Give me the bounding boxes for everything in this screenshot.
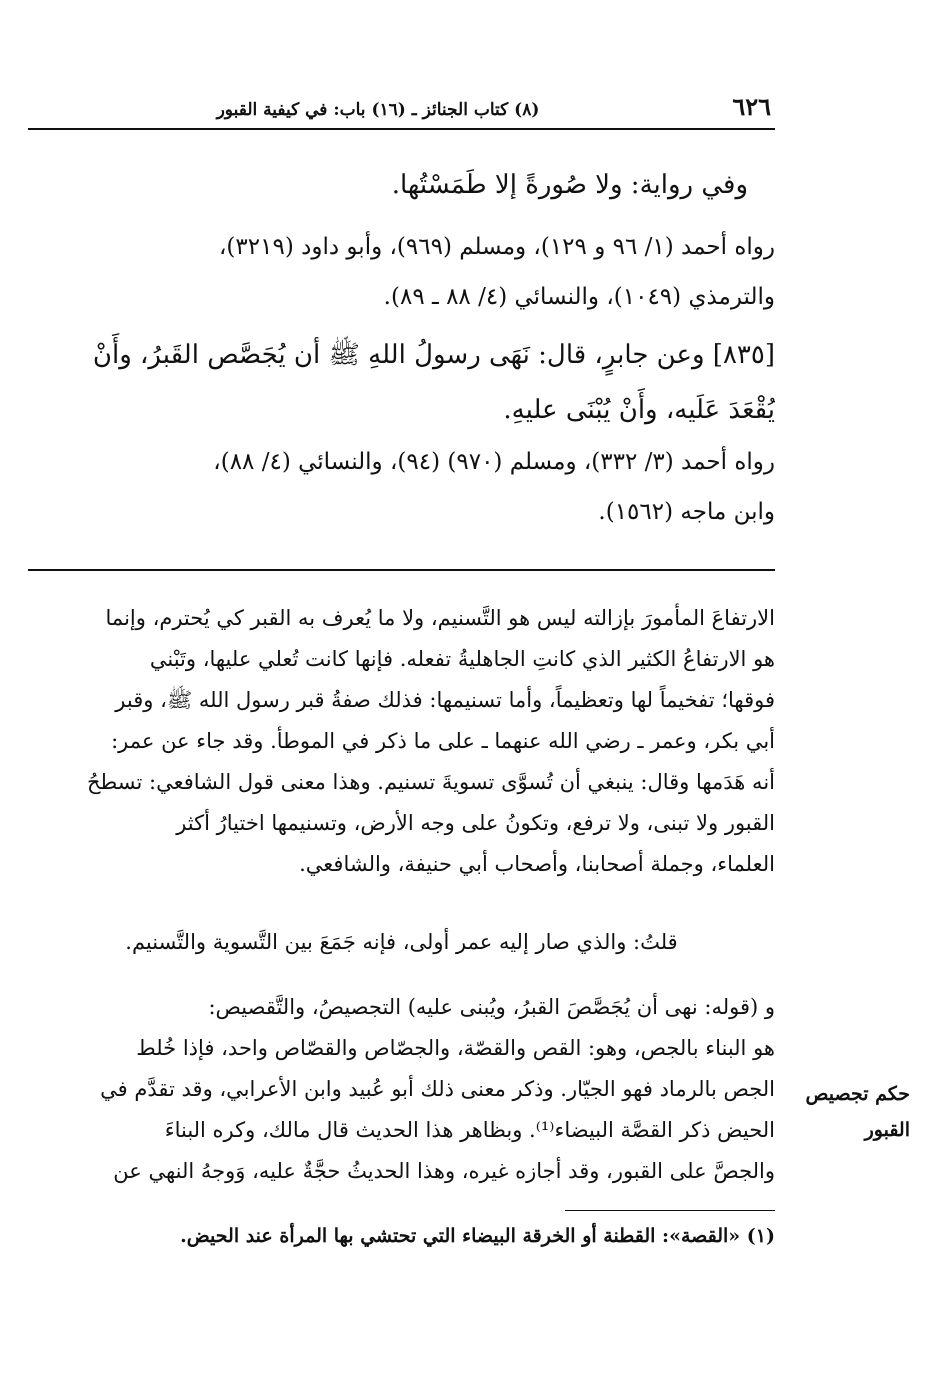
hadith-top-reference [28, 222, 775, 322]
reference-line-1: رواه أحمد (٣/ ٣٣٢)، ومسلم (٩٧٠) (٩٤)، والنسائي (٤/ ٨٨)، [213, 449, 775, 475]
footnote: (١) «القصة»: القطنة أو الخرقة البيضاء التي تحتشي بها المرأة عند الحيض. [180, 1225, 775, 1247]
commentary-line: أنه هَدَمها وقال: ينبغي أن تُسوَّى تسويةَ تسنيم. وهذا معنى قول الشافعي: تسطحُ [87, 770, 775, 794]
commentary-paragraph-3 [28, 987, 775, 1192]
reference-line-2: والترمذي (١٠٤٩)، والنسائي (٤/ ٨٨ ـ ٨٩). [383, 284, 775, 310]
commentary-line: الجص بالرماد فهو الجيّار. وذكر معنى ذلك أبو عُبيد وابن الأعرابي، وقد تقدَّم في [100, 1077, 775, 1101]
running-title: (٨) كتاب الجنائز ـ (١٦) باب: في كيفية القبور [216, 100, 540, 120]
hadith-835-line-2: يُقْعَدَ عَلَيه، وأَنْ يُبْنَى عليهِ. [503, 395, 775, 425]
page-number: ٦٢٦ [732, 92, 771, 121]
commentary-line: العلماء، وجملة أصحابنا، وأصحاب أبي حنيفة، والشافعي. [299, 852, 775, 876]
commentary-line: و (قوله: نهى أن يُجَصَّصَ القبرُ، ويُبنى عليه) التجصيصُ، والتَّقصيص: [208, 995, 775, 1019]
commentary-line: الحيض ذكر القصَّة البيضاء⁽¹⁾. وبظاهر هذا الحديث قال مالك، وكره البناءَ [164, 1118, 775, 1142]
header-rule [28, 128, 775, 130]
commentary-paragraph-2 [28, 922, 775, 963]
margin-note: حكم تجصيص القبور [805, 1083, 910, 1141]
commentary-paragraph-1 [28, 598, 775, 885]
riwaya-text: وفي رواية: ولا صُورةً إلا طَمَسْتُها. [391, 170, 748, 200]
commentary-line: الارتفاعَ المأمورَ بإزالته ليس هو التَّسنيم، ولا ما يُعرف به القبر كي يُحترم، وإنما [105, 606, 775, 630]
footnote-rule [565, 1210, 775, 1211]
commentary-line: قلتُ: والذي صار إليه عمر أولى، فإنه جَمَعَ بين التَّسوية والتَّسنيم. [125, 930, 678, 954]
commentary-line: هو البناء بالجص، وهو: القص والقصّة، والجصّاص والقصّاص واحد، فإذا خُلط [136, 1036, 775, 1060]
page-header [28, 92, 775, 126]
hadith-835-reference [28, 437, 775, 537]
riwaya-line [28, 157, 748, 213]
commentary-line: أبي بكر، وعمر ـ رضي الله عنهما ـ على ما ذكر في الموطأ. وقد جاء عن عمر: [111, 729, 775, 753]
commentary-line: هو الارتفاعُ الكثير الذي كانتِ الجاهليةُ تفعله. فإنها كانت تُعلي عليها، وتَبْني [149, 647, 775, 671]
hadith-835 [28, 328, 775, 438]
commentary-line: فوقها؛ تفخيماً لها وتعظيماً، وأما تسنيمها: فذلك صفةُ قبر رسول الله ﷺ، وقبر [115, 688, 775, 712]
reference-line-1: رواه أحمد (١/ ٩٦ و ١٢٩)، ومسلم (٩٦٩)، وأبو داود (٣٢١٩)، [219, 234, 775, 260]
section-rule [28, 569, 775, 571]
commentary-line: القبور ولا تبنى، ولا ترفع، وتكونُ على وجه الأرض، وتسنيمها اختيارُ أكثر [176, 811, 775, 835]
reference-line-2: وابن ماجه (١٥٦٢). [598, 499, 775, 525]
commentary-line: والجصَّ على القبور، وقد أجازه غيره، وهذا الحديثُ حجَّةٌ عليه، وَوجهُ النهي عن [113, 1159, 775, 1183]
hadith-835-line-1: [٨٣٥] وعن جابرٍ، قال: نَهَى رسولُ اللهِ ﷺ أن يُجَصَّص القَبرُ، وأَنْ [92, 340, 775, 370]
